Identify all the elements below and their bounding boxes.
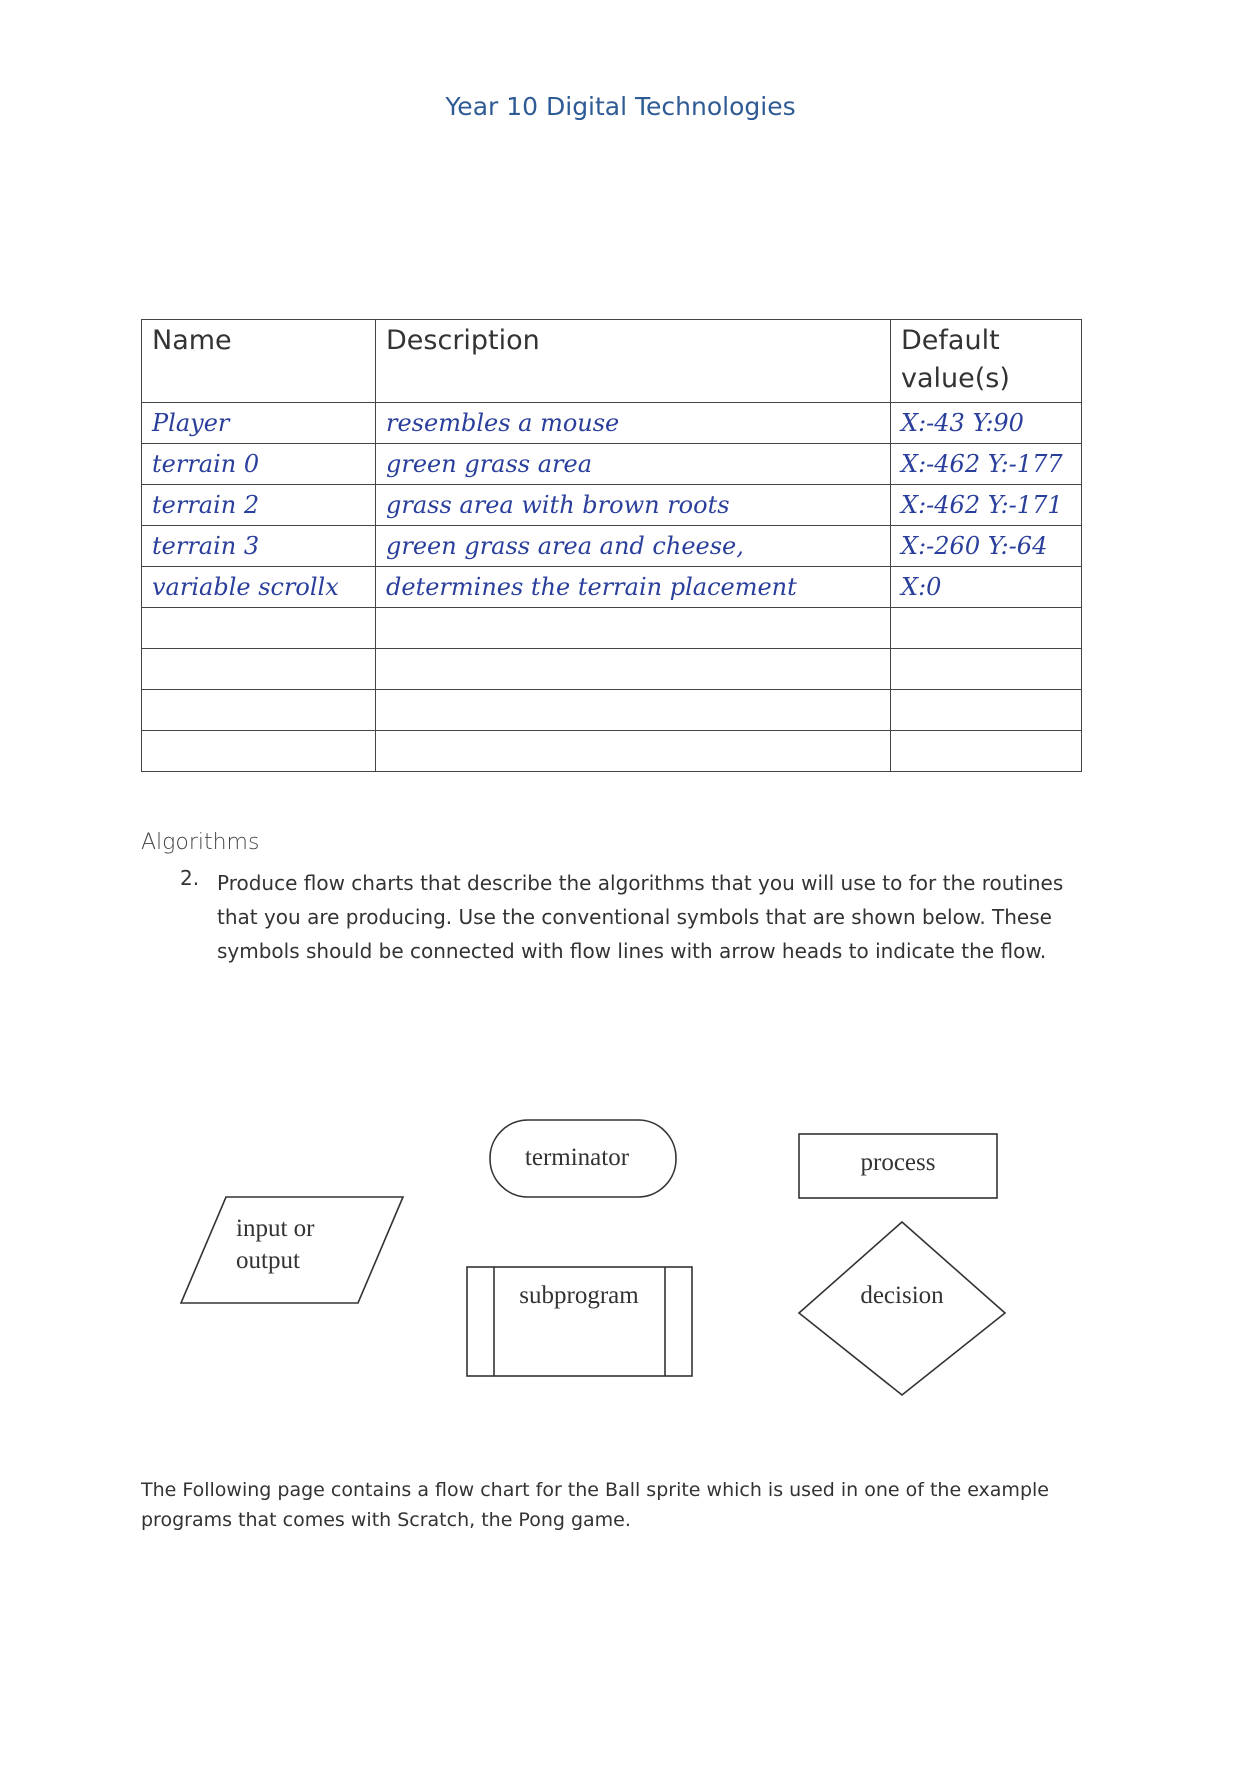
cell-name: terrain 3 xyxy=(142,526,376,567)
process-label: process xyxy=(860,1149,936,1176)
cell-default: X:0 xyxy=(891,567,1082,608)
section-heading: Algorithms xyxy=(141,830,260,855)
terminator-label: terminator xyxy=(524,1144,630,1171)
cell-description: green grass area and cheese, xyxy=(376,526,891,567)
page-title: Year 10 Digital Technologies xyxy=(445,92,796,121)
cell-description: determines the terrain placement xyxy=(376,567,891,608)
decision-label: decision xyxy=(860,1282,944,1309)
column-header-name: Name xyxy=(142,320,376,403)
cell-default: X:-43 Y:90 xyxy=(891,403,1082,444)
cell-name: variable scrollx xyxy=(142,567,376,608)
cell-default: X:-462 Y:-171 xyxy=(891,485,1082,526)
cell-description: green grass area xyxy=(376,444,891,485)
instruction-number: 2. xyxy=(180,866,200,890)
cell-default: X:-462 Y:-177 xyxy=(891,444,1082,485)
cell-description: grass area with brown roots xyxy=(376,485,891,526)
subprogram-label: subprogram xyxy=(519,1282,639,1309)
cell-name: Player xyxy=(142,403,376,444)
column-header-default: Default value(s) xyxy=(891,320,1082,403)
cell-name: terrain 0 xyxy=(142,444,376,485)
cell-description: resembles a mouse xyxy=(376,403,891,444)
column-header-description: Description xyxy=(376,320,891,403)
cell-name: terrain 2 xyxy=(142,485,376,526)
input-output-label-line1: input or xyxy=(236,1215,315,1242)
footer-paragraph: The Following page contains a flow chart for the Ball sprite which is used in one of the example programs that comes with Scratch, the Pong game. xyxy=(141,1479,1049,1531)
instruction-text: Produce flow charts that describe the algorithms that you will use to for the routines that you are producing. Use the conventional symbols that are shown below. These symbols should be connected with flow lines with arrow heads to indicate the flow. xyxy=(217,871,1064,963)
cell-default: X:-260 Y:-64 xyxy=(891,526,1082,567)
input-output-label-line2: output xyxy=(236,1247,300,1274)
